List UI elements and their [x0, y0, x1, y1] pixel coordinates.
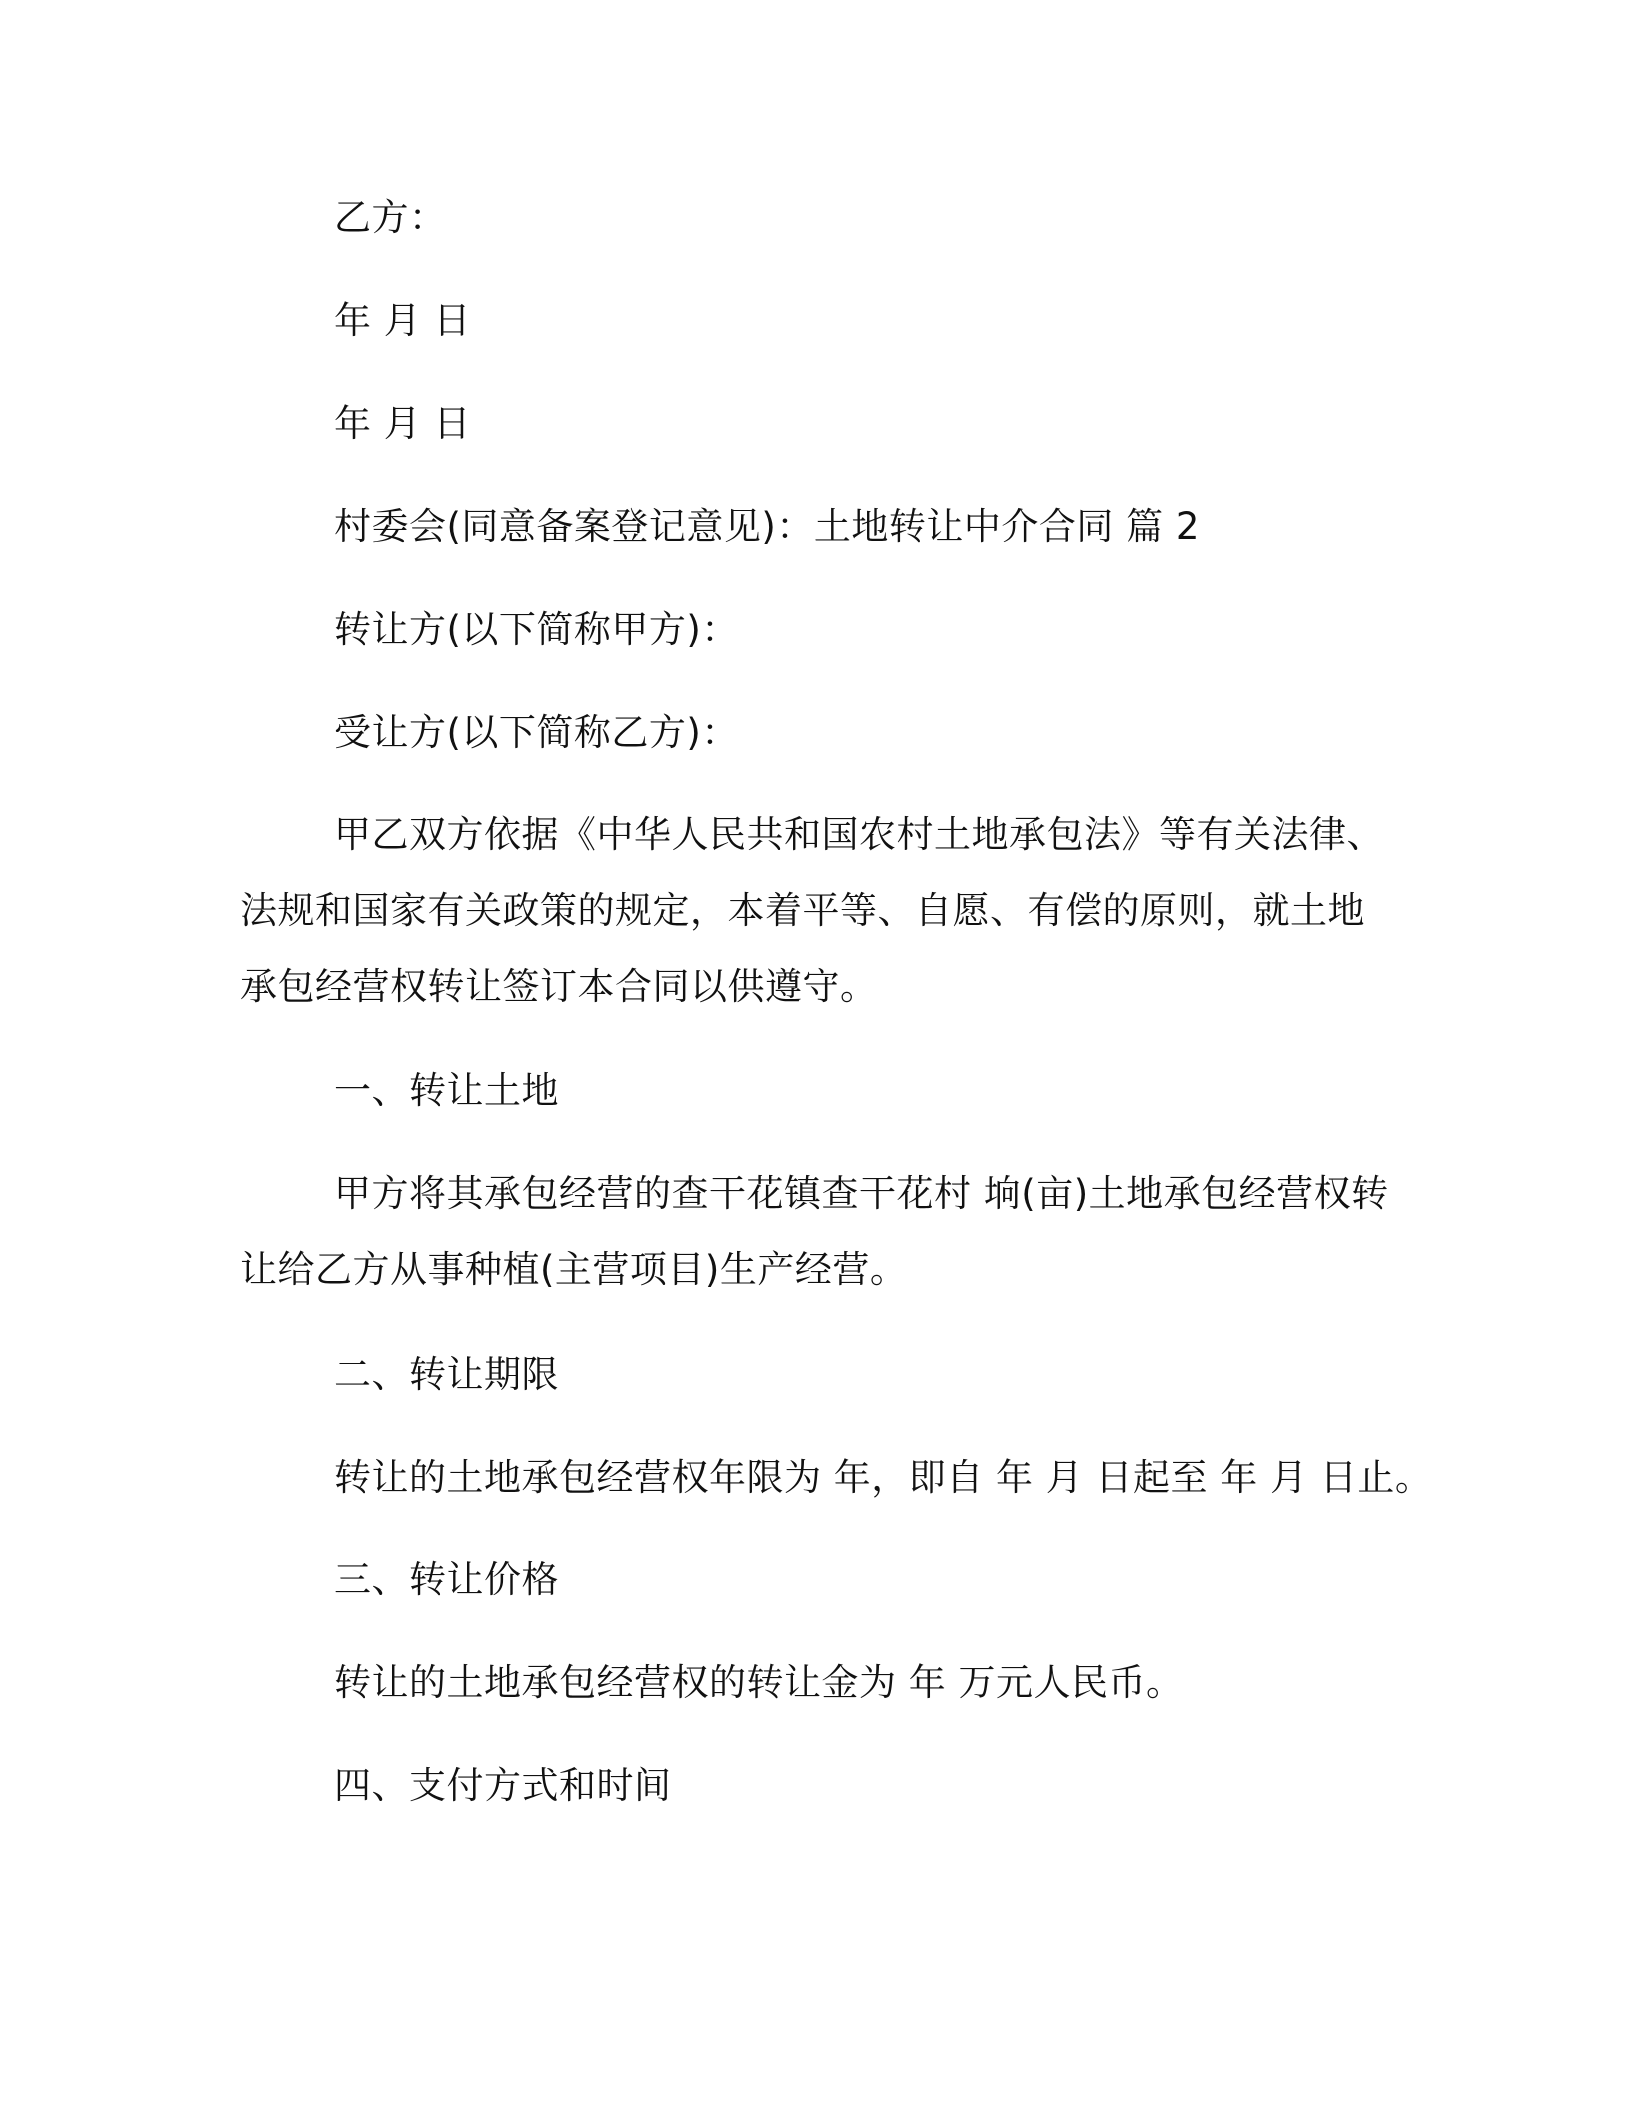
section-3-body: 转让的土地承包经营权的转让金为 年 万元人民币。 — [334, 1661, 1184, 1704]
section-2-body: 转让的土地承包经营权年限为 年，即自 年 月 日起至 年 月 日止。 — [334, 1456, 1433, 1499]
village-committee-line: 村委会(同意备案登记意见)：土地转让中介合同 篇 2 — [334, 505, 1200, 548]
section-1-body-line-1: 甲方将其承包经营的查干花镇查干花村 垧(亩)土地承包经营权转 — [334, 1172, 1389, 1215]
section-1-heading: 一、转让土地 — [334, 1069, 559, 1112]
transferor-line: 转让方(以下简称甲方)： — [334, 608, 739, 651]
section-4-heading: 四、支付方式和时间 — [334, 1764, 672, 1807]
section-3-heading: 三、转让价格 — [334, 1558, 559, 1601]
preamble-line-3: 承包经营权转让签订本合同以供遵守。 — [240, 965, 878, 1008]
date-line-1: 年 月 日 — [334, 299, 472, 342]
preamble-line-1: 甲乙双方依据《中华人民共和国农村土地承包法》等有关法律、 — [334, 813, 1384, 856]
section-2-heading: 二、转让期限 — [334, 1353, 559, 1396]
party-b-label: 乙方： — [334, 196, 447, 239]
date-line-2: 年 月 日 — [334, 402, 472, 445]
preamble-line-2: 法规和国家有关政策的规定，本着平等、自愿、有偿的原则，就土地 — [240, 889, 1365, 932]
transferee-line: 受让方(以下简称乙方)： — [334, 711, 739, 754]
section-1-body-line-2: 让给乙方从事种植(主营项目)生产经营。 — [240, 1248, 908, 1291]
